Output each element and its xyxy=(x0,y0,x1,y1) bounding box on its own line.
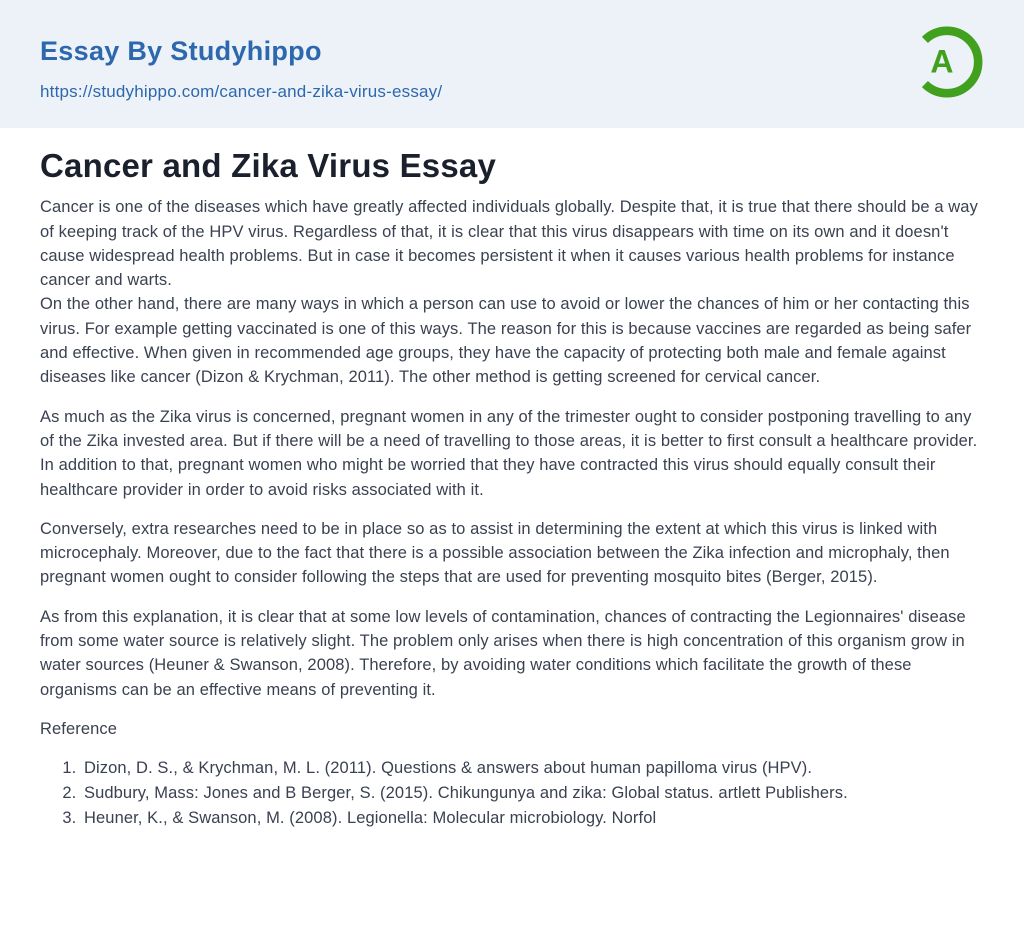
essay-content xyxy=(0,148,1024,831)
essay-paragraph-5: As from this explanation, it is clear that at some low levels of contamination, chances of contracting the Legionnaires' disease from some water source is relatively slight. The problem only arises when there is high concentration of this organism grow in water sources (Heuner & Swanson, 2008). Therefore, by avoiding water conditions which facilitate the growth of these organisms can be an effective means of preventing it. xyxy=(40,607,966,699)
essay-paragraph-3: As much as the Zika virus is concerned, pregnant women in any of the trimester ought to consider postponing travelling to any of the Zika invested area. But if there will be a need of travelling to those areas, it is better to first consult a healthcare provider. In addition to that, pregnant women who might be worried that they have contracted this virus should equally consult their healthcare provider in order to avoid risks associated with it. xyxy=(40,407,978,499)
logo-letter: A xyxy=(930,43,954,80)
essay-paragraph-1: Cancer is one of the diseases which have greatly affected individuals globally. Despite that, it is true that there should be a way of keeping track of the HPV virus. Regardless of that, it is clear that this virus disappears with time on its own and it doesn't cause widespread health problems. But in case it becomes persistent it when it causes various health problems for instance cancer and warts. xyxy=(40,198,978,290)
reference-list xyxy=(40,756,984,831)
site-title: Essay By Studyhippo xyxy=(40,36,322,66)
reference-heading: Reference xyxy=(40,719,118,738)
essay-url-link[interactable]: https://studyhippo.com/cancer-and-zika-virus-essay/ xyxy=(40,82,443,101)
essay-paragraph-4: Conversely, extra researches need to be in place so as to assist in determining the extent at which this virus is linked with microcephaly. Moreover, due to the fact that there is a possible association between the Zika infection and microphaly, then pregnant women ought to consider following the steps that are used for preventing mosquito bites (Berger, 2015). xyxy=(40,519,950,587)
reference-item: 2. Sudbury, Mass: Jones and B Berger, S. (2015). Chikungunya and zika: Global status. artlett Publishers. xyxy=(81,781,984,806)
essay-paragraph-2: On the other hand, there are many ways in which a person can use to avoid or lower the chances of him or her contacting this virus. For example getting vaccinated is one of this ways. The reason for this is because vaccines are regarded as being safer and effective. When given in recommended age groups, they have the capacity of protecting both male and female against diseases like cancer (Dizon & Krychman, 2011). The other method is getting screened for cervical cancer. xyxy=(40,295,972,387)
reference-item: 3. Heuner, K., & Swanson, M. (2008). Legionella: Molecular microbiology. Norfol xyxy=(81,806,984,831)
page-header xyxy=(0,0,1024,128)
logo-arc-icon xyxy=(908,23,986,101)
reference-item: 1. Dizon, D. S., & Krychman, M. L. (2011). Questions & answers about human papilloma virus (HPV). xyxy=(81,756,984,781)
essay-title: Cancer and Zika Virus Essay xyxy=(40,147,497,184)
studyhippo-logo xyxy=(908,23,986,101)
